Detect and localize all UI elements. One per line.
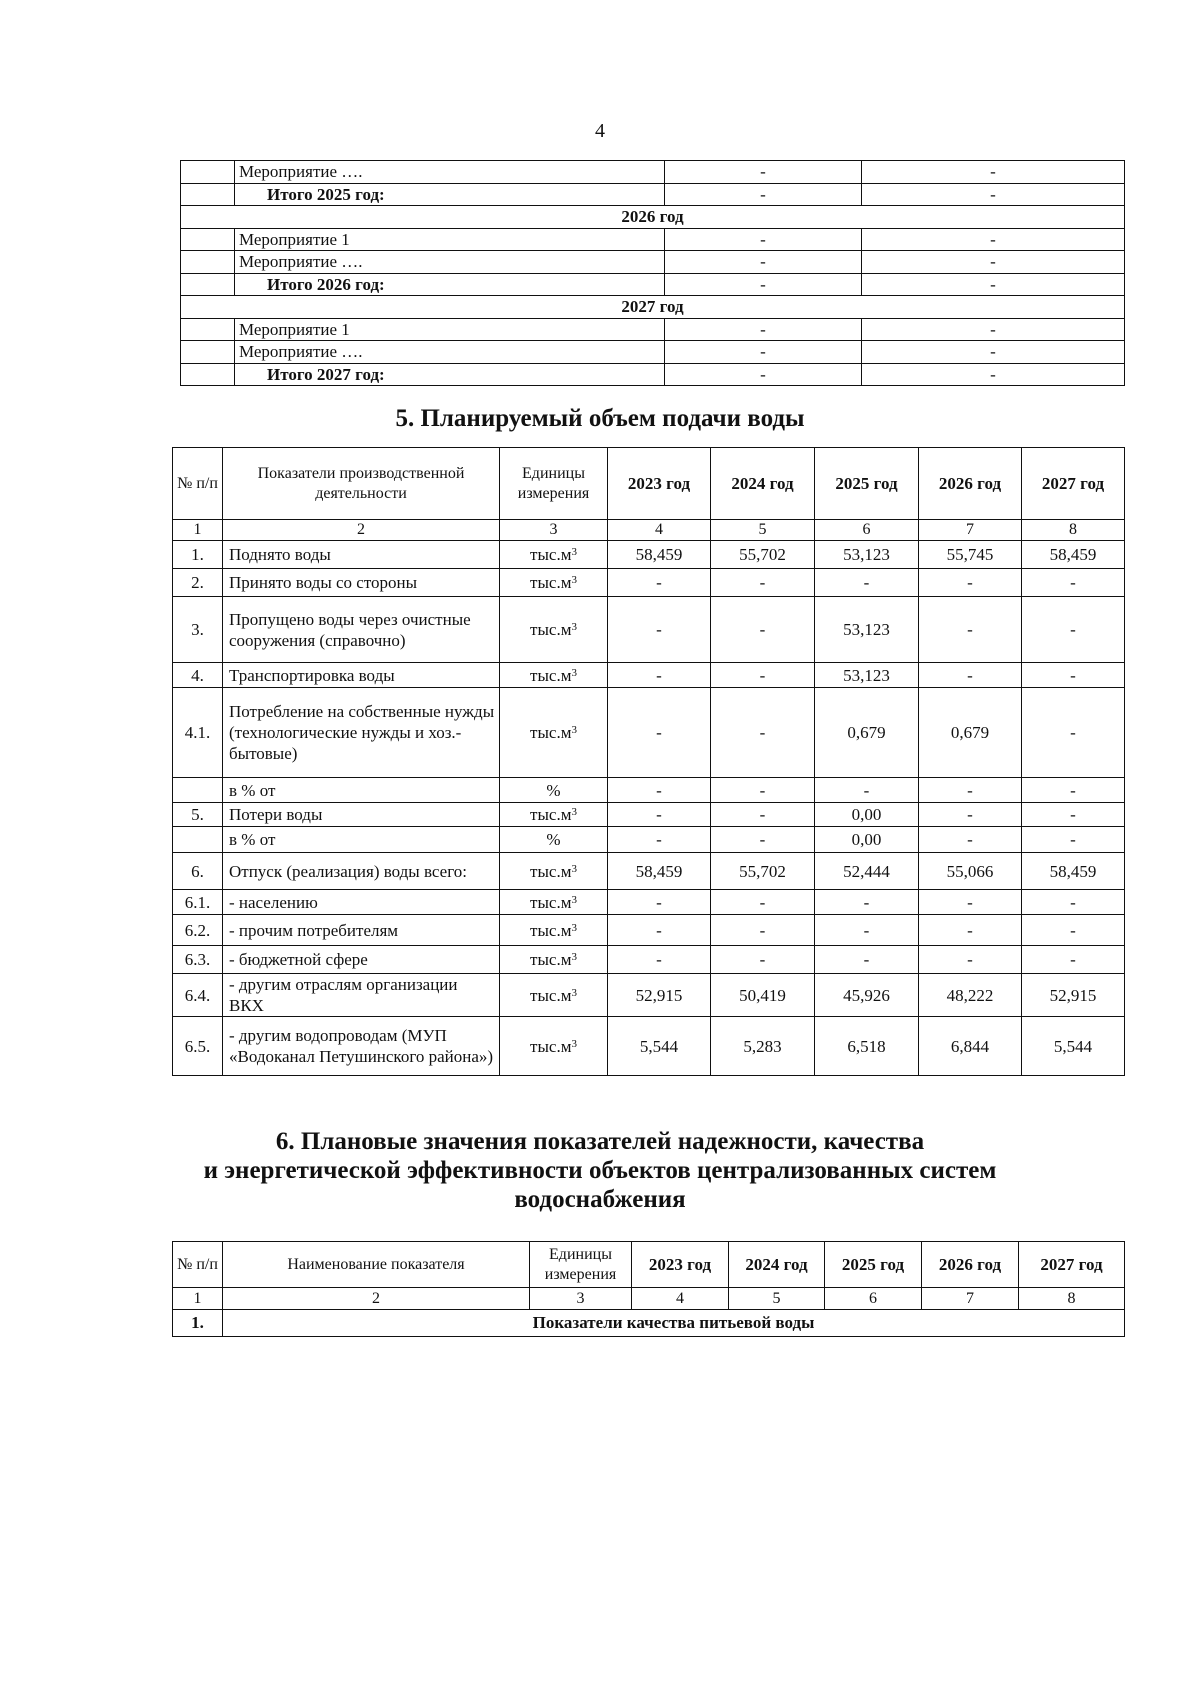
value-cell: -	[711, 688, 815, 778]
unit-exponent: 3	[571, 574, 577, 586]
group-row-label: Показатели качества питьевой воды	[223, 1310, 1125, 1337]
header-year: 2025 год	[825, 1242, 922, 1288]
value-cell: -	[919, 915, 1022, 946]
value-cell: -	[665, 318, 862, 341]
value-cell: -	[815, 778, 919, 803]
value-cell: -	[711, 946, 815, 974]
value-cell: -	[815, 890, 919, 915]
column-number: 4	[632, 1288, 729, 1310]
activities-table	[180, 160, 1125, 386]
header-num: № п/п	[173, 1242, 223, 1288]
value-cell: -	[815, 915, 919, 946]
unit-exponent: 3	[571, 724, 577, 736]
header-year: 2023 год	[608, 448, 711, 520]
section-6-title	[150, 1127, 1050, 1214]
unit-text: тыс.м	[530, 861, 572, 881]
value-cell: 6,844	[919, 1017, 1022, 1076]
row-number: 5.	[173, 803, 223, 827]
water-supply-table-body	[173, 541, 1125, 1076]
indicator-name: - другим водопроводам (МУП «Водоканал Петушинского района»)	[223, 1017, 500, 1076]
value-cell: -	[1022, 946, 1125, 974]
table-row	[181, 183, 1125, 206]
value-cell: -	[711, 597, 815, 663]
value-cell: -	[919, 663, 1022, 688]
value-cell: -	[862, 318, 1125, 341]
value-cell: 58,459	[1022, 853, 1125, 890]
column-number: 1	[173, 520, 223, 541]
header-year: 2026 год	[922, 1242, 1019, 1288]
table-row	[173, 974, 1125, 1017]
column-number: 4	[608, 520, 711, 541]
total-label: Итого 2026 год:	[235, 273, 665, 296]
table-row	[181, 341, 1125, 364]
value-cell: 5,283	[711, 1017, 815, 1076]
section-6-title-line: водоснабжения	[514, 1186, 686, 1213]
table-row	[181, 228, 1125, 251]
column-number-row	[173, 520, 1125, 541]
water-supply-table	[172, 447, 1125, 1076]
table-row	[173, 853, 1125, 890]
row-number	[173, 778, 223, 803]
indicator-name: Отпуск (реализация) воды всего:	[223, 853, 500, 890]
value-cell: -	[711, 569, 815, 597]
table-row	[173, 688, 1125, 778]
value-cell: -	[862, 363, 1125, 386]
value-cell: -	[608, 803, 711, 827]
activities-table-body	[181, 161, 1125, 386]
table-row	[181, 318, 1125, 341]
value-cell: -	[665, 251, 862, 274]
unit-cell	[500, 827, 608, 853]
indicator-name: в % от	[223, 778, 500, 803]
value-cell: 52,444	[815, 853, 919, 890]
empty-cell	[181, 273, 235, 296]
value-cell: -	[862, 341, 1125, 364]
value-cell: -	[711, 803, 815, 827]
header-unit: Единицы измерения	[500, 448, 608, 520]
column-number: 2	[223, 1288, 530, 1310]
section-5-title: 5. Планируемый объем подачи воды	[395, 405, 805, 432]
activity-label: Мероприятие ….	[235, 251, 665, 274]
indicator-name: Принято воды со стороны	[223, 569, 500, 597]
value-cell: -	[608, 890, 711, 915]
table-row	[173, 946, 1125, 974]
value-cell: -	[815, 569, 919, 597]
value-cell: 55,702	[711, 853, 815, 890]
table-row	[173, 569, 1125, 597]
row-number: 2.	[173, 569, 223, 597]
table-row	[181, 273, 1125, 296]
column-number: 5	[729, 1288, 825, 1310]
value-cell: -	[665, 161, 862, 184]
empty-cell	[181, 341, 235, 364]
column-number: 3	[530, 1288, 632, 1310]
column-number: 6	[825, 1288, 922, 1310]
header-year: 2027 год	[1022, 448, 1125, 520]
indicator-name: Потребление на собственные нужды (технологические нужды и хоз.-бытовые)	[223, 688, 500, 778]
table-row	[173, 915, 1125, 946]
total-label: Итого 2027 год:	[235, 363, 665, 386]
unit-exponent: 3	[571, 1037, 577, 1050]
table-row	[181, 161, 1125, 184]
value-cell: 52,915	[1022, 974, 1125, 1017]
table-header-row	[173, 448, 1125, 520]
value-cell: -	[608, 597, 711, 663]
table-row	[173, 827, 1125, 853]
value-cell: -	[608, 688, 711, 778]
value-cell: -	[919, 597, 1022, 663]
unit-exponent: 3	[571, 621, 577, 633]
row-number: 4.	[173, 663, 223, 688]
header-year: 2024 год	[729, 1242, 825, 1288]
value-cell: 53,123	[815, 663, 919, 688]
year-label: 2026 год	[181, 206, 1125, 229]
value-cell: -	[608, 915, 711, 946]
value-cell: -	[919, 778, 1022, 803]
unit-cell	[500, 778, 608, 803]
header-unit: Единицы измерения	[530, 1242, 632, 1288]
value-cell: -	[1022, 663, 1125, 688]
value-cell: -	[665, 273, 862, 296]
indicator-name: - другим отраслям организации ВКХ	[223, 974, 500, 1017]
year-row	[181, 206, 1125, 229]
column-number: 7	[919, 520, 1022, 541]
value-cell: -	[1022, 597, 1125, 663]
activity-label: Мероприятие ….	[235, 161, 665, 184]
unit-text: %	[546, 830, 561, 849]
value-cell: -	[862, 161, 1125, 184]
unit-text: тыс.м	[530, 545, 572, 564]
column-number: 5	[711, 520, 815, 541]
row-number: 1.	[173, 541, 223, 569]
value-cell: -	[711, 890, 815, 915]
table-row	[173, 803, 1125, 827]
value-cell: 55,702	[711, 541, 815, 569]
value-cell: -	[815, 946, 919, 974]
group-row-num: 1.	[173, 1310, 223, 1337]
header-year: 2023 год	[632, 1242, 729, 1288]
page-number: 4	[595, 120, 605, 142]
value-cell: -	[608, 827, 711, 853]
value-cell: -	[1022, 827, 1125, 853]
value-cell: -	[919, 803, 1022, 827]
unit-exponent: 3	[571, 666, 577, 679]
group-row	[173, 1310, 1125, 1337]
unit-exponent: 3	[571, 921, 577, 934]
indicator-name: Транспортировка воды	[223, 663, 500, 688]
indicator-name: - населению	[223, 890, 500, 915]
column-number-row	[173, 1288, 1125, 1310]
row-number: 6.	[173, 853, 223, 890]
value-cell: 0,00	[815, 827, 919, 853]
empty-cell	[181, 251, 235, 274]
value-cell: 55,066	[919, 853, 1022, 890]
value-cell: -	[608, 946, 711, 974]
row-number: 6.3.	[173, 946, 223, 974]
value-cell: -	[608, 569, 711, 597]
value-cell: -	[665, 228, 862, 251]
header-year: 2026 год	[919, 448, 1022, 520]
column-number: 8	[1019, 1288, 1125, 1310]
table-row	[173, 890, 1125, 915]
unit-cell	[500, 541, 608, 569]
value-cell: 45,926	[815, 974, 919, 1017]
column-number: 7	[922, 1288, 1019, 1310]
header-year: 2025 год	[815, 448, 919, 520]
activity-label: Мероприятие 1	[235, 318, 665, 341]
row-number: 6.2.	[173, 915, 223, 946]
value-cell: -	[665, 363, 862, 386]
table-row	[181, 363, 1125, 386]
unit-cell	[500, 915, 608, 946]
unit-text: тыс.м	[530, 665, 572, 685]
value-cell: -	[1022, 890, 1125, 915]
section-6-title-line: и энергетической эффективности объектов централизованных систем	[203, 1157, 997, 1184]
value-cell: 5,544	[608, 1017, 711, 1076]
unit-cell	[500, 663, 608, 688]
value-cell: -	[919, 946, 1022, 974]
value-cell: 50,419	[711, 974, 815, 1017]
activity-label: Мероприятие 1	[235, 228, 665, 251]
unit-cell	[500, 1017, 608, 1076]
section-6-title-line: 6. Плановые значения показателей надежности, качества	[275, 1128, 925, 1155]
unit-text: тыс.м	[530, 985, 572, 1005]
value-cell: -	[862, 183, 1125, 206]
row-number: 6.5.	[173, 1017, 223, 1076]
indicator-name: в % от	[223, 827, 500, 853]
unit-text: %	[546, 780, 561, 800]
value-cell: 58,459	[608, 853, 711, 890]
value-cell: 53,123	[815, 541, 919, 569]
unit-cell	[500, 803, 608, 827]
indicator-name: Пропущено воды через очистные сооружения (справочно)	[223, 597, 500, 663]
value-cell: 6,518	[815, 1017, 919, 1076]
total-label: Итого 2025 год:	[235, 183, 665, 206]
table-row	[173, 1017, 1125, 1076]
value-cell: -	[711, 827, 815, 853]
empty-cell	[181, 318, 235, 341]
value-cell: -	[1022, 569, 1125, 597]
unit-cell	[500, 597, 608, 663]
unit-exponent: 3	[571, 951, 577, 963]
value-cell: -	[919, 827, 1022, 853]
unit-exponent: 3	[571, 893, 577, 906]
year-row	[181, 296, 1125, 319]
unit-cell	[500, 853, 608, 890]
empty-cell	[181, 363, 235, 386]
value-cell: -	[919, 569, 1022, 597]
unit-exponent: 3	[571, 806, 577, 818]
value-cell: -	[1022, 803, 1125, 827]
unit-exponent: 3	[571, 986, 577, 999]
unit-text: тыс.м	[530, 892, 572, 912]
row-number: 6.4.	[173, 974, 223, 1017]
unit-text: тыс.м	[530, 950, 572, 969]
table-row	[173, 663, 1125, 688]
indicator-name: Поднято воды	[223, 541, 500, 569]
unit-cell	[500, 974, 608, 1017]
value-cell: 0,00	[815, 803, 919, 827]
value-cell: 48,222	[919, 974, 1022, 1017]
table-header-row	[173, 1242, 1125, 1288]
row-number: 3.	[173, 597, 223, 663]
table-row	[181, 251, 1125, 274]
value-cell: 5,544	[1022, 1017, 1125, 1076]
row-number: 4.1.	[173, 688, 223, 778]
value-cell: 0,679	[815, 688, 919, 778]
header-indicator: Показатели производственной деятельности	[223, 448, 500, 520]
table-row	[173, 778, 1125, 803]
value-cell: -	[711, 915, 815, 946]
header-num: № п/п	[173, 448, 223, 520]
unit-cell	[500, 946, 608, 974]
column-number: 2	[223, 520, 500, 541]
value-cell: 55,745	[919, 541, 1022, 569]
unit-text: тыс.м	[530, 723, 572, 742]
row-number	[173, 827, 223, 853]
header-year: 2024 год	[711, 448, 815, 520]
table-row	[173, 541, 1125, 569]
unit-text: тыс.м	[530, 920, 572, 940]
value-cell: -	[608, 663, 711, 688]
value-cell: -	[862, 251, 1125, 274]
year-label: 2027 год	[181, 296, 1125, 319]
unit-cell	[500, 890, 608, 915]
reliability-indicators-table	[172, 1241, 1125, 1337]
value-cell: -	[1022, 778, 1125, 803]
value-cell: -	[862, 273, 1125, 296]
value-cell: -	[711, 778, 815, 803]
unit-text: тыс.м	[530, 805, 572, 824]
indicator-name: Потери воды	[223, 803, 500, 827]
indicator-name: - бюджетной сфере	[223, 946, 500, 974]
indicator-name: - прочим потребителям	[223, 915, 500, 946]
value-cell: 58,459	[608, 541, 711, 569]
unit-text: тыс.м	[530, 1036, 572, 1056]
column-number: 6	[815, 520, 919, 541]
value-cell: -	[919, 890, 1022, 915]
empty-cell	[181, 183, 235, 206]
value-cell: -	[608, 778, 711, 803]
value-cell: -	[862, 228, 1125, 251]
value-cell: -	[1022, 915, 1125, 946]
value-cell: -	[665, 183, 862, 206]
unit-text: тыс.м	[530, 620, 572, 639]
empty-cell	[181, 161, 235, 184]
column-number: 1	[173, 1288, 223, 1310]
value-cell: 0,679	[919, 688, 1022, 778]
activity-label: Мероприятие ….	[235, 341, 665, 364]
column-number: 3	[500, 520, 608, 541]
value-cell: 53,123	[815, 597, 919, 663]
header-name: Наименование показателя	[223, 1242, 530, 1288]
value-cell: 58,459	[1022, 541, 1125, 569]
unit-text: тыс.м	[530, 573, 572, 592]
value-cell: -	[1022, 688, 1125, 778]
value-cell: 52,915	[608, 974, 711, 1017]
value-cell: -	[665, 341, 862, 364]
table-row	[173, 597, 1125, 663]
unit-exponent: 3	[571, 862, 577, 875]
header-year: 2027 год	[1019, 1242, 1125, 1288]
empty-cell	[181, 228, 235, 251]
row-number: 6.1.	[173, 890, 223, 915]
column-number: 8	[1022, 520, 1125, 541]
unit-exponent: 3	[571, 546, 577, 558]
value-cell: -	[711, 663, 815, 688]
unit-cell	[500, 569, 608, 597]
unit-cell	[500, 688, 608, 778]
